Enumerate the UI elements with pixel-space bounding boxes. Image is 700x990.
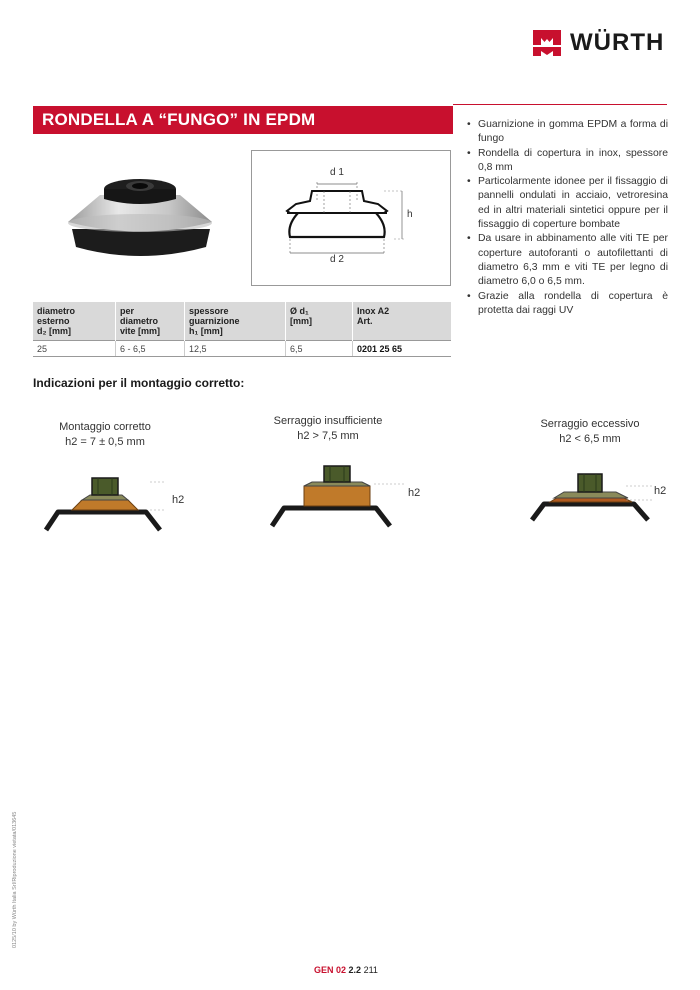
cell-article-number: 0201 25 65 (353, 341, 452, 357)
case-correct-caption (40, 420, 170, 450)
h-label: h (407, 209, 413, 220)
footer-catalog: GEN 02 (314, 965, 347, 975)
feature-item: • Da usare in abbinamento alle viti TE per coperture autoforanti o autofilettanti di diametro 6,3 mm e viti TE per legno di diametro 6,0 o 6,5 mm. (466, 232, 668, 289)
d2-label: d 2 (330, 254, 344, 265)
table-header-row (33, 302, 451, 341)
d1-label: d 1 (330, 167, 344, 178)
case-correct-h2: h2 (172, 494, 185, 506)
header-gasket-thickness: spessore guarnizione h₁ [mm] (185, 302, 286, 341)
mounting-heading: Indicazioni per il montaggio corretto: (33, 376, 245, 390)
cell-screw-diameter: 6 - 6,5 (116, 341, 185, 357)
feature-item: • Guarnizione in gomma EPDM a forma di fungo (466, 118, 668, 147)
spec-table (33, 302, 451, 357)
case-excessive-h2: h2 (654, 485, 667, 497)
table-row (33, 341, 451, 357)
case-insufficient-title: Serraggio insufficiente (273, 415, 383, 427)
technical-drawing (251, 150, 451, 286)
case-insufficient-diagram (268, 462, 408, 532)
header-article: Inox A2 Art. (353, 302, 452, 341)
case-correct-diagram (42, 470, 172, 536)
header-inner-diameter: Ø d₁ [mm] (286, 302, 353, 341)
footer-section: 2.2 (348, 965, 362, 975)
feature-item: • Rondella di copertura in inox, spessore 0,8 mm (466, 147, 668, 176)
case-excessive-caption (520, 417, 660, 447)
case-insufficient-caption (258, 414, 398, 444)
copyright-note: 0125/10 by Würth Italia Srl/Riproduzione vietata/013645 (12, 811, 18, 948)
case-excessive-diagram (526, 466, 656, 526)
feature-item: • Grazie alla rondella di copertura è protetta dai raggi UV (466, 290, 668, 319)
case-correct-title: Montaggio corretto (59, 421, 151, 433)
header-screw-diameter: per diametro vite [mm] (116, 302, 185, 341)
page-title: RONDELLA A “FUNGO” IN EPDM (33, 106, 453, 134)
cell-outer-diameter: 25 (33, 341, 116, 357)
case-correct-value: h2 = 7 ± 0,5 mm (65, 436, 145, 448)
washer-section-diagram (252, 151, 450, 285)
page-footer (314, 965, 378, 975)
case-excessive-value: h2 < 6,5 mm (559, 433, 621, 445)
case-excessive-title: Serraggio eccessivo (540, 418, 640, 430)
product-photo (60, 165, 220, 265)
case-insufficient-value: h2 > 7,5 mm (297, 430, 359, 442)
cell-inner-diameter: 6,5 (286, 341, 353, 357)
cell-gasket-thickness: 12,5 (185, 341, 286, 357)
wurth-logo (532, 28, 664, 58)
brand-name: WÜRTH (570, 29, 665, 56)
wurth-logo-icon (532, 28, 562, 58)
footer-page-number: 211 (363, 965, 378, 975)
feature-item: • Particolarmente idonee per il fissaggio di pannelli ondulati in acciaio, vetroresina ed in altri materiali sintetici oppure per il fissaggio di coperture bombate (466, 175, 668, 232)
header-outer-diameter: diametro esterno d₂ [mm] (33, 302, 116, 341)
feature-list (466, 118, 668, 318)
title-rule (453, 104, 667, 105)
case-insufficient-h2: h2 (408, 487, 421, 499)
